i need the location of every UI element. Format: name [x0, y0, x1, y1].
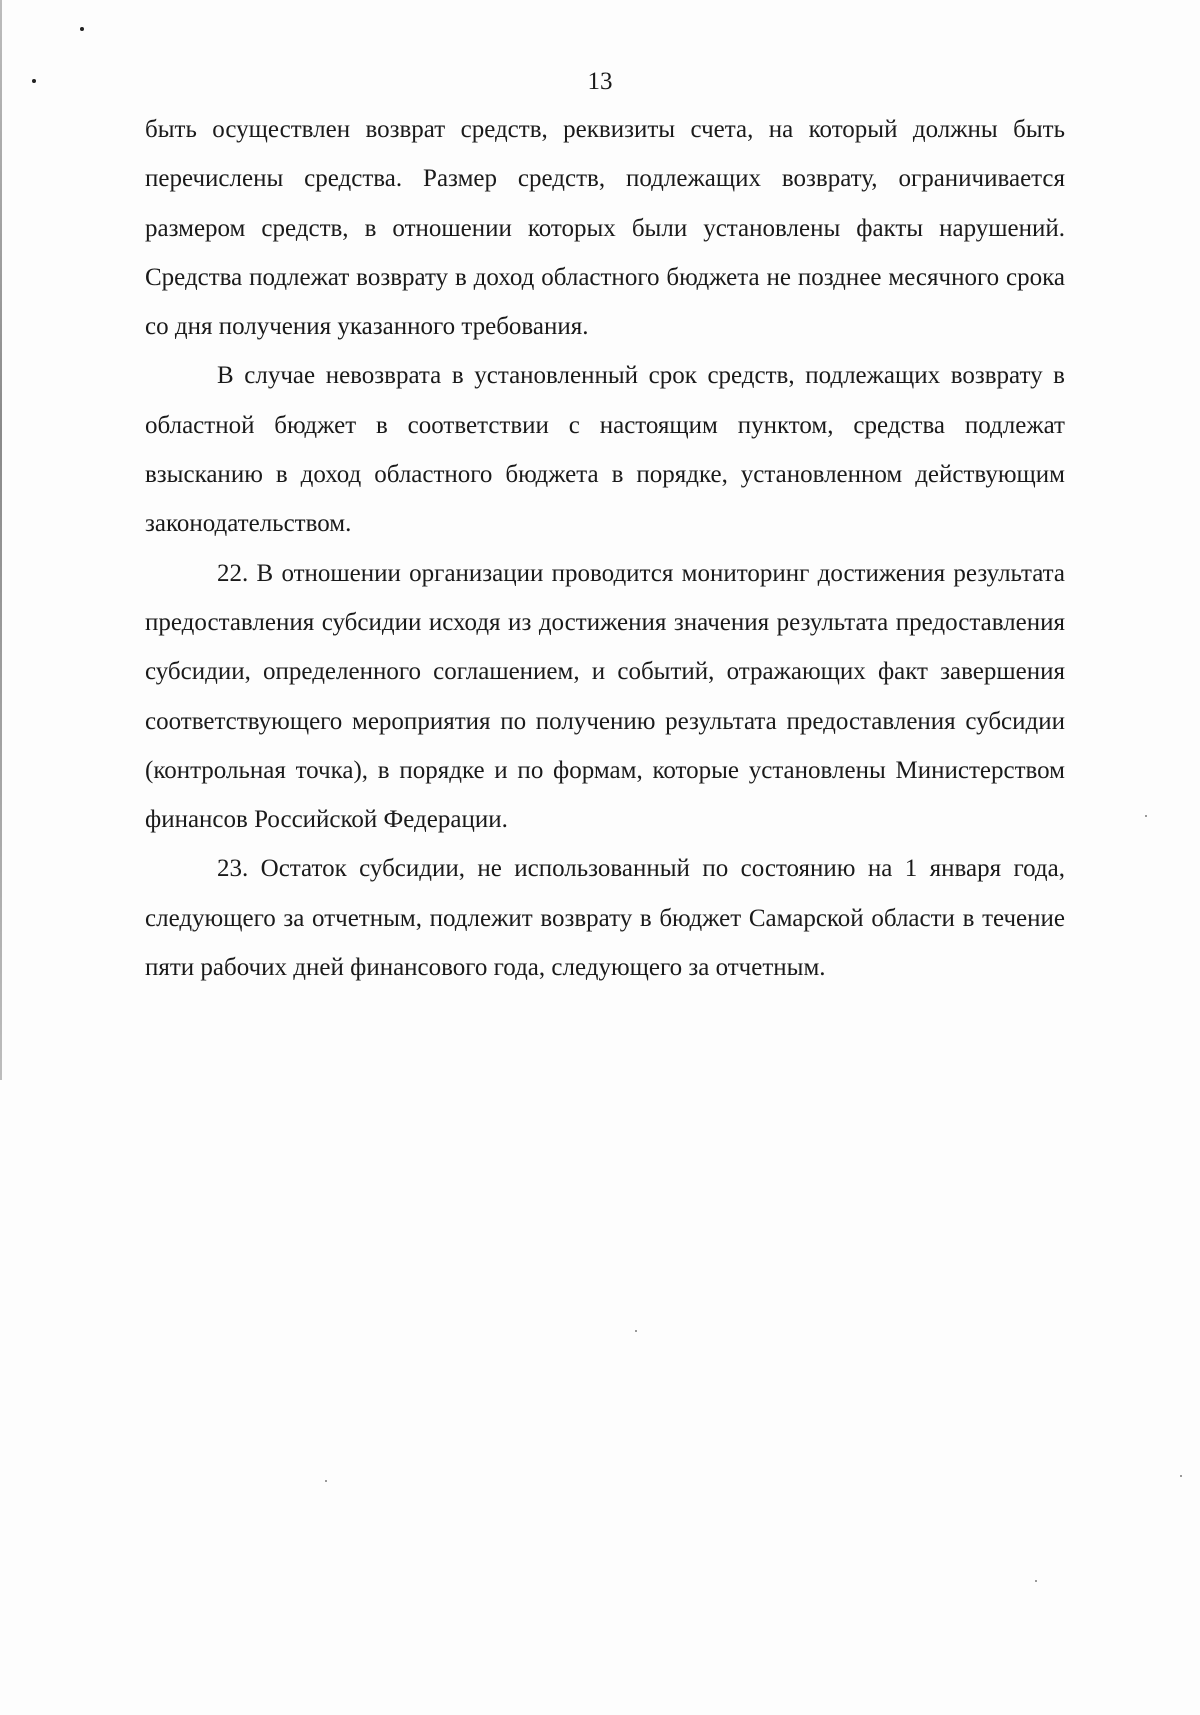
- paragraph-23-remainder: 23. Остаток субсидии, не использованный по состоянию на 1 января года, следующего за отчетным, подлежит возврату в бюджет Самарской области в течение пяти рабочих дней финансового года, следующего за отчетным.: [145, 855, 1065, 982]
- scan-speck: [1145, 815, 1147, 817]
- scan-edge-shadow: [0, 0, 2, 1080]
- page-number: 13: [587, 68, 613, 95]
- scan-speck: [325, 1480, 327, 1482]
- paragraph-nonreturn: В случае невозврата в установленный срок средств, подлежащих возврату в областной бюджет в соответствии с настоящим пунктом, средства подлежат взысканию в доход областного бюджета в порядке, установленном действующим законодательством.: [145, 362, 1065, 538]
- paragraph-continuation: быть осуществлен возврат средств, реквизиты счета, на который должны быть перечислены средства. Размер средств, подлежащих возврату, ограничивается размером средств, в отношении которых были установлены факты нарушений. Средства подлежат возврату в доход областного бюджета не позднее месячного срока со дня получения указанного требования.: [145, 116, 1065, 341]
- scan-speck: [1180, 1475, 1182, 1477]
- document-body: [145, 105, 1065, 992]
- scan-speck: [1035, 1580, 1037, 1582]
- paragraph-22-monitoring: 22. В отношении организации проводится мониторинг достижения результата предоставления субсидии исходя из достижения значения результата предоставления субсидии, определенного соглашением, и событий, отражающих факт завершения соответствующего мероприятия по получению результата предоставления субсидии (контрольная точка), в порядке и по формам, которые установлены Министерством финансов Российской Федерации.: [145, 559, 1065, 834]
- scan-speck: [80, 27, 84, 31]
- scan-speck: [635, 1330, 637, 1332]
